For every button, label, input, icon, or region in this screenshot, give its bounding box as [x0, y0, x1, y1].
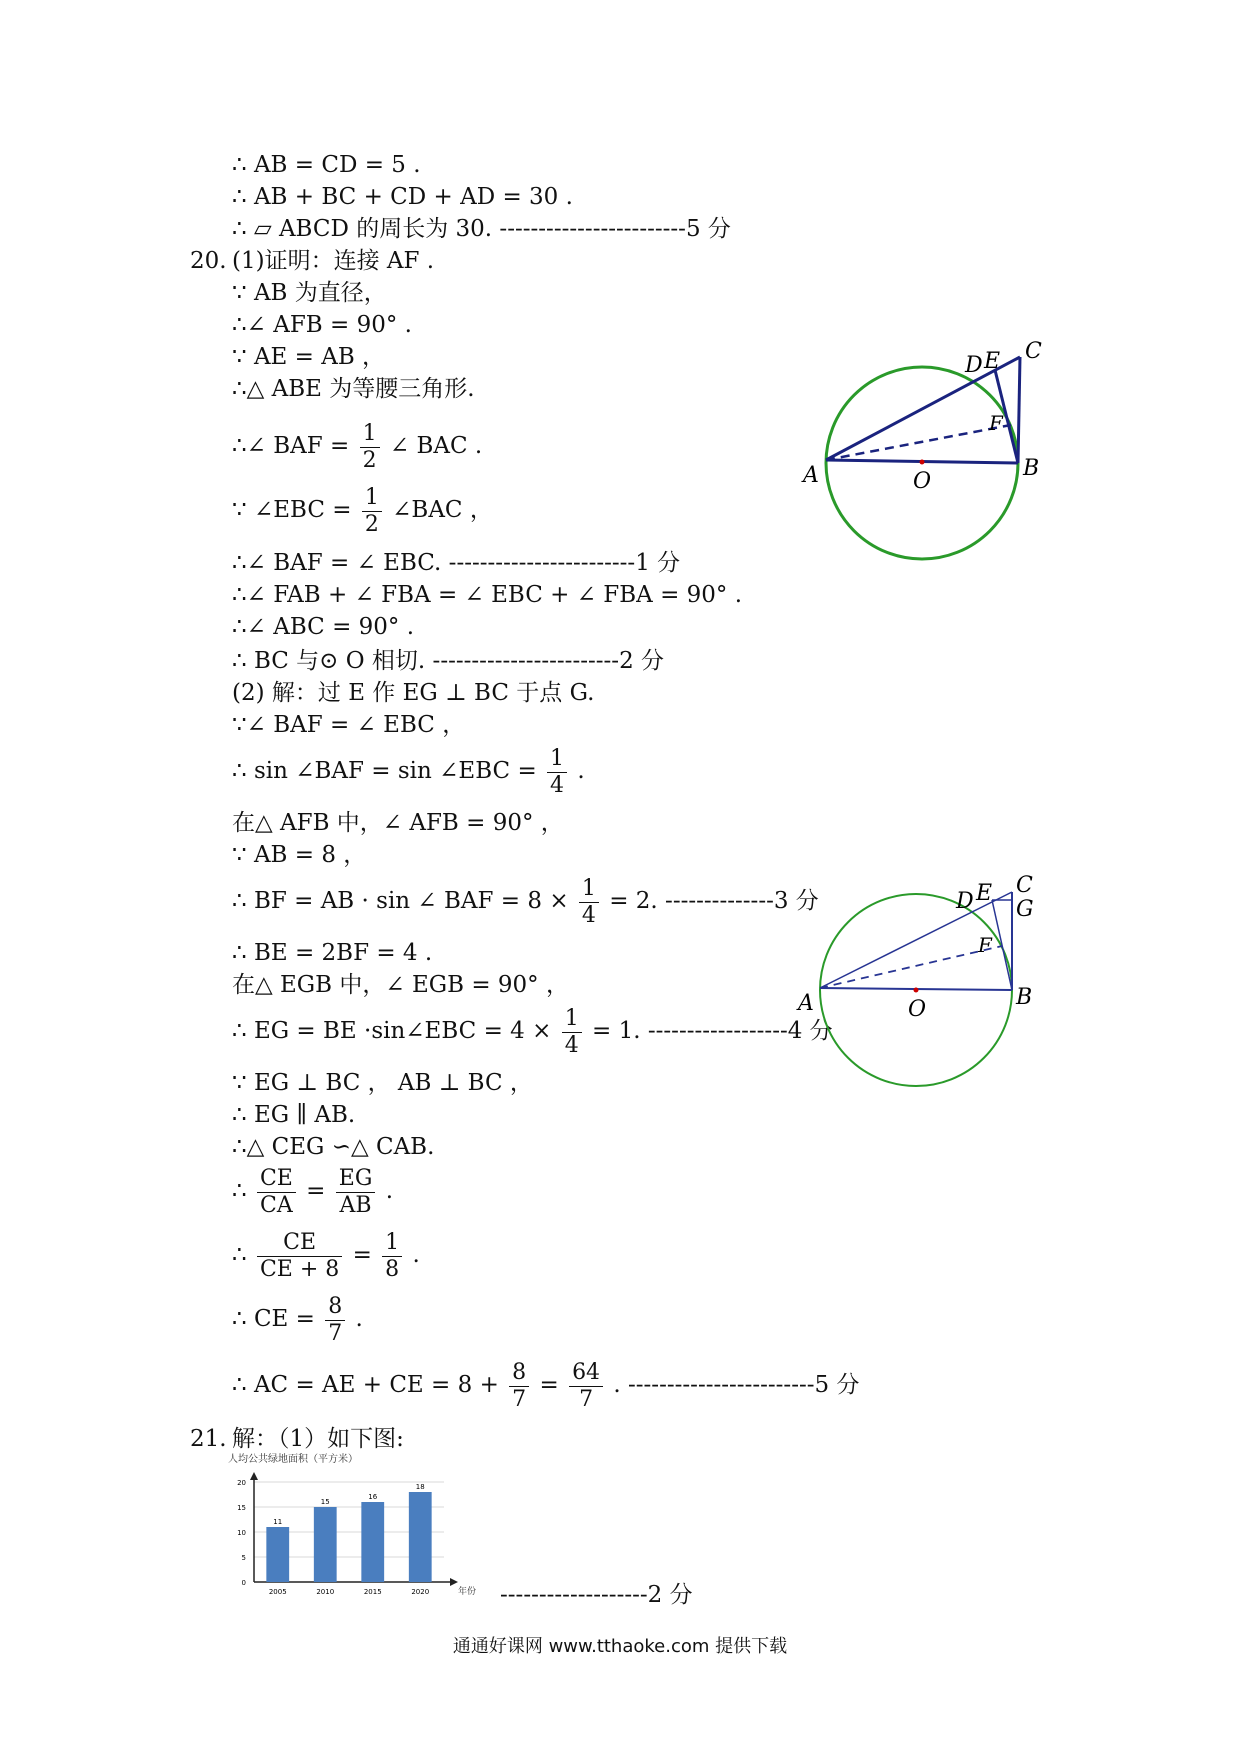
chart-title: 人均公共绿地面积（平方米）	[228, 1454, 358, 1465]
y-axis-arrow	[250, 1472, 258, 1480]
line-angle-sum: ∴∠ FAB + ∠ FBA = ∠ EBC + ∠ FBA = 90° .	[232, 582, 743, 608]
line-sin: ∴ sin ∠BAF = sin ∠EBC = $\frac{1}{4}$ .	[232, 745, 585, 798]
bar-value-label: 18	[415, 1483, 425, 1491]
line-egb-triangle: 在△ EGB 中，∠ EGB = 90° ，	[232, 972, 569, 998]
line-baf-ebc: ∴∠ BAF = ∠ EBC. ------------------------1 分	[232, 550, 681, 576]
line-isosceles: ∴△ ABE 为等腰三角形.	[232, 376, 475, 402]
line-perpendicular: ∵ EG ⊥ BC ， AB ⊥ BC ，	[232, 1070, 533, 1096]
line-abc-90: ∴∠ ABC = 90° .	[232, 614, 415, 640]
segment-af	[826, 425, 1011, 460]
line-ratio: ∴ $\frac{CE}{CA}$ = $\frac{EG}{AB}$ .	[232, 1165, 394, 1218]
line-ac: ∴ AC = AE + CE = 8 + $\frac{8}{7}$ = $\frac{64}{7}$ . ------------------------5 分	[232, 1359, 860, 1412]
line-ratio-2: ∴ $\frac{CE}{CE + 8}$ = $\frac{1}{8}$ .	[232, 1229, 420, 1282]
y-tick-label: 0	[241, 1579, 246, 1587]
bar-2010	[314, 1507, 337, 1582]
line-afb-90: ∴∠ AFB = 90° .	[232, 312, 412, 338]
center-point	[920, 460, 925, 465]
label-d: D	[965, 353, 983, 378]
line-similar: ∴△ CEG ∽△ CAB.	[232, 1134, 435, 1160]
question-20-number: 20.	[190, 248, 227, 274]
x-axis-label: 年份	[458, 1587, 477, 1597]
bar-value-label: 16	[368, 1493, 378, 1501]
label-c: C	[1025, 339, 1042, 364]
x-tick-label: 2020	[411, 1588, 430, 1596]
segment-af	[820, 946, 1002, 988]
y-tick-label: 20	[237, 1479, 246, 1487]
label-o: O	[913, 469, 932, 494]
line-connect-af: (1)证明：连接 AF .	[232, 248, 435, 274]
fraction-quarter: $\frac{1}{4}$	[547, 746, 567, 799]
line-baf-half: ∴∠ BAF = $\frac{1}{2}$ ∠ BAC .	[232, 420, 483, 473]
label-o: O	[908, 997, 927, 1022]
chart-bars	[266, 1483, 431, 1596]
label-e: E	[984, 349, 1001, 374]
line-baf-ebc-2: ∵∠ BAF = ∠ EBC ，	[232, 712, 466, 738]
bar-value-label: 15	[320, 1498, 330, 1506]
bar-2015	[361, 1502, 384, 1582]
line-perimeter: ∴ ▱ ABCD 的周长为 30. ------------------------5 分	[232, 216, 731, 242]
line-eg: ∴ EG = BE ·sin∠EBC = 4 × $\frac{1}{4}$ = 1. ------------------4 分	[232, 1005, 833, 1058]
label-b: B	[1023, 456, 1040, 481]
bar-value-label: 11	[273, 1518, 283, 1526]
label-a: A	[798, 991, 814, 1016]
bar-2005	[266, 1527, 289, 1582]
label-e: E	[976, 881, 993, 906]
label-f: F	[978, 933, 992, 957]
line-diameter: ∵ AB 为直径，	[232, 280, 387, 306]
line-tangent: ∴ BC 与⊙ O 相切. ------------------------2 分	[232, 648, 665, 674]
geometry-figure-1	[795, 330, 1075, 570]
geometry-figure-2	[780, 860, 1080, 1100]
line-ae-ab: ∵ AE = AB ，	[232, 344, 386, 370]
center-point	[914, 988, 919, 993]
page-footer: 通通好课网 www.tthaoke.com 提供下载	[452, 1636, 788, 1657]
bar-chart	[226, 1450, 486, 1600]
line-be: ∴ BE = 2BF = 4 .	[232, 940, 433, 966]
line-ab-cd: ∴ AB = CD = 5 .	[232, 152, 421, 178]
line-ce: ∴ CE = $\frac{8}{7}$ .	[232, 1293, 363, 1346]
y-tick-label: 5	[241, 1554, 246, 1562]
label-f: F	[989, 411, 1003, 435]
line-q21-intro: 解：（1）如下图:	[232, 1426, 404, 1452]
line-q21-score: -------------------2 分	[500, 1582, 693, 1608]
x-axis-arrow	[450, 1578, 458, 1586]
label-c: C	[1016, 873, 1033, 898]
segment-eb	[992, 900, 1012, 990]
line-perimeter-sum: ∴ AB + BC + CD + AD = 30 .	[232, 184, 573, 210]
y-tick-label: 15	[237, 1504, 246, 1512]
label-b: B	[1016, 985, 1033, 1010]
x-tick-label: 2015	[363, 1588, 382, 1596]
fraction-quarter: $\frac{1}{4}$	[562, 1006, 582, 1059]
fraction-quarter: $\frac{1}{4}$	[579, 876, 599, 929]
x-tick-label: 2005	[268, 1588, 287, 1596]
fraction-half: $\frac{1}{2}$	[362, 485, 382, 538]
question-21-number: 21.	[190, 1426, 227, 1452]
line-ebc-half: ∵ ∠EBC = $\frac{1}{2}$ ∠BAC ，	[232, 484, 493, 537]
line-afb-triangle: 在△ AFB 中，∠ AFB = 90° ，	[232, 810, 564, 836]
label-g: G	[1016, 897, 1034, 922]
label-a: A	[803, 463, 819, 488]
x-tick-label: 2010	[316, 1588, 335, 1596]
bar-2020	[409, 1492, 432, 1582]
line-bf: ∴ BF = AB · sin ∠ BAF = 8 × $\frac{1}{4}$ = 2. --------------3 分	[232, 875, 819, 928]
fraction-half: $\frac{1}{2}$	[360, 421, 380, 474]
line-parallel: ∴ EG ∥ AB.	[232, 1102, 356, 1128]
line-ab-8: ∵ AB = 8 ，	[232, 842, 367, 868]
y-tick-label: 10	[237, 1529, 246, 1537]
line-part2: (2) 解：过 E 作 EG ⊥ BC 于点 G.	[232, 680, 595, 706]
label-d: D	[956, 889, 974, 914]
segment-cb	[1018, 357, 1020, 463]
